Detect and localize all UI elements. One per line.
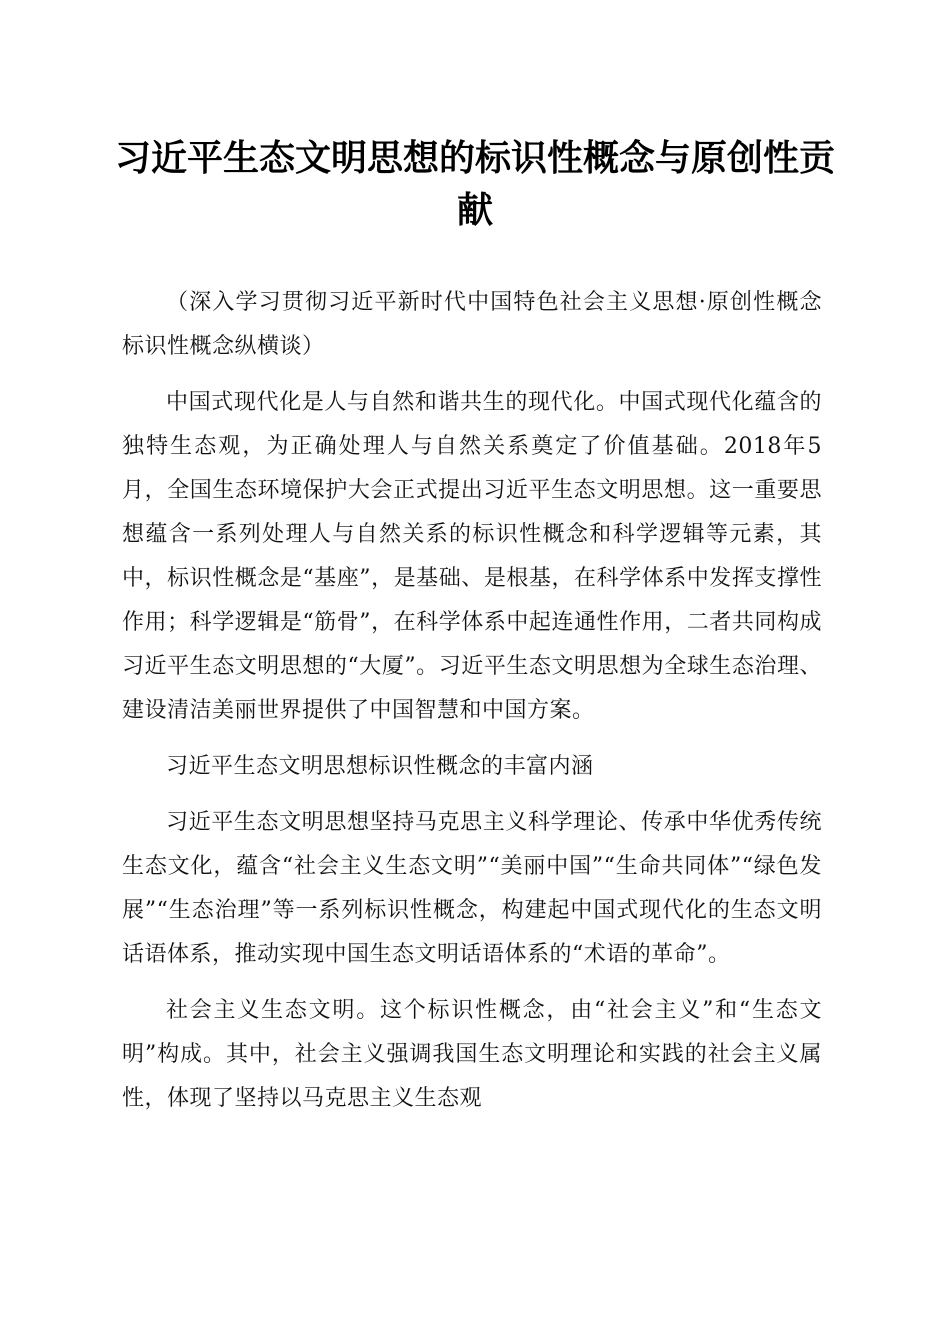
section-heading: 习近平生态文明思想标识性概念的丰富内涵: [166, 754, 594, 779]
body-paragraph: 社会主义生态文明。这个标识性概念，由“社会主义”和“生态文明”构成。其中，社会主义强调我国生态文明理论和实践的社会主义属性，体现了坚持以马克思主义生态观: [122, 998, 822, 1111]
subtitle-paragraph: （深入学习贯彻习近平新时代中国特色社会主义思想·原创性概念标识性概念纵横谈）: [122, 290, 822, 359]
document-title: 习近平生态文明思想的标识性概念与原创性贡献: [114, 137, 835, 231]
body-paragraph: 习近平生态文明思想坚持马克思主义科学理论、传承中华优秀传统生态文化，蕴含“社会主义生态文明”“美丽中国”“生命共同体”“绿色发展”“生态治理”等一系列标识性概念，构建起中国式现代化的生态文明话语体系，推动实现中国生态文明话语体系的“术语的革命”。: [122, 810, 822, 967]
intro-paragraph: 中国式现代化是人与自然和谐共生的现代化。中国式现代化蕴含的独特生态观，为正确处理人与自然关系奠定了价值基础。2018年5月，全国生态环境保护大会正式提出习近平生态文明思想。这一重要思想蕴含一系列处理人与自然关系的标识性概念和科学逻辑等元素，其中，标识性概念是“基座”，是基础、是根基，在科学体系中发挥支撑性作用；科学逻辑是“筋骨”，在科学体系中起连通性作用，二者共同构成习近平生态文明思想的“大厦”。习近平生态文明思想为全球生态治理、建设清洁美丽世界提供了中国智慧和中国方案。: [122, 390, 822, 723]
document-body: [122, 281, 822, 1133]
